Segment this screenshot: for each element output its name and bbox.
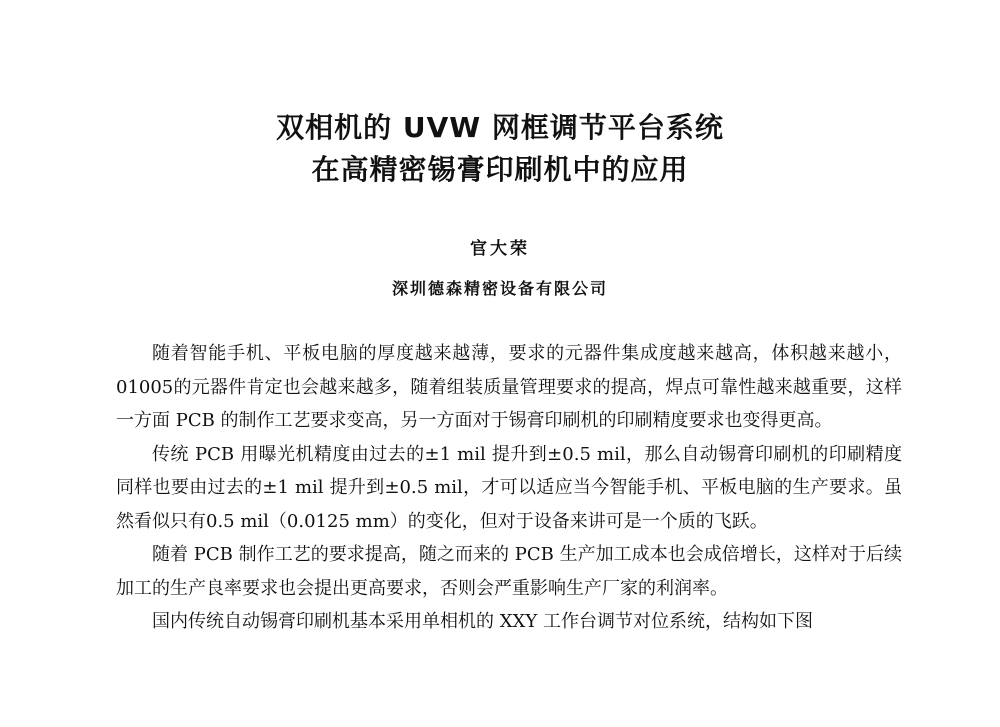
body-paragraph: 随着 PCB 制作工艺的要求提高，随之而来的 PCB 生产加工成本也会成倍增长，这样对于后续加工的生产良率要求也会提出更高要求，否则会严重影响生产厂家的利润率。 <box>116 544 902 599</box>
paper-title-line-2: 在高精密锡膏印刷机中的应用 <box>311 153 689 186</box>
body-paragraph: 国内传统自动锡膏印刷机基本采用单相机的 XXY 工作台调节对位系统，结构如下图 <box>152 611 813 632</box>
author-name: 官大荣 <box>470 239 530 259</box>
author-affiliation: 深圳德森精密设备有限公司 <box>391 279 608 298</box>
paper-title-line-1: 双相机的 UVW 网框调节平台系统 <box>276 111 724 144</box>
body-text <box>116 337 902 639</box>
body-paragraph: 随着智能手机、平板电脑的厚度越来越薄，要求的元器件集成度越来越高，体积越来越小，01005的元器件肯定也会越来越多，随着组装质量管理要求的提高，焊点可靠性越来越重要，这样一方面 PCB 的制作工艺要求变高，另一方面对于锡膏印刷机的印刷精度要求也变得更高。 <box>116 343 902 431</box>
body-paragraph: 传统 PCB 用曝光机精度由过去的±1 mil 提升到±0.5 mil，那么自动锡膏印刷机的印刷精度同样也要由过去的±1 mil 提升到±0.5 mil，才可以适应当今智能手机、平板电脑的生产要求。虽然看似只有0.5 mil（0.0125 mm）的变化，但对于设备来讲可是一个质的飞跃。 <box>116 443 902 532</box>
